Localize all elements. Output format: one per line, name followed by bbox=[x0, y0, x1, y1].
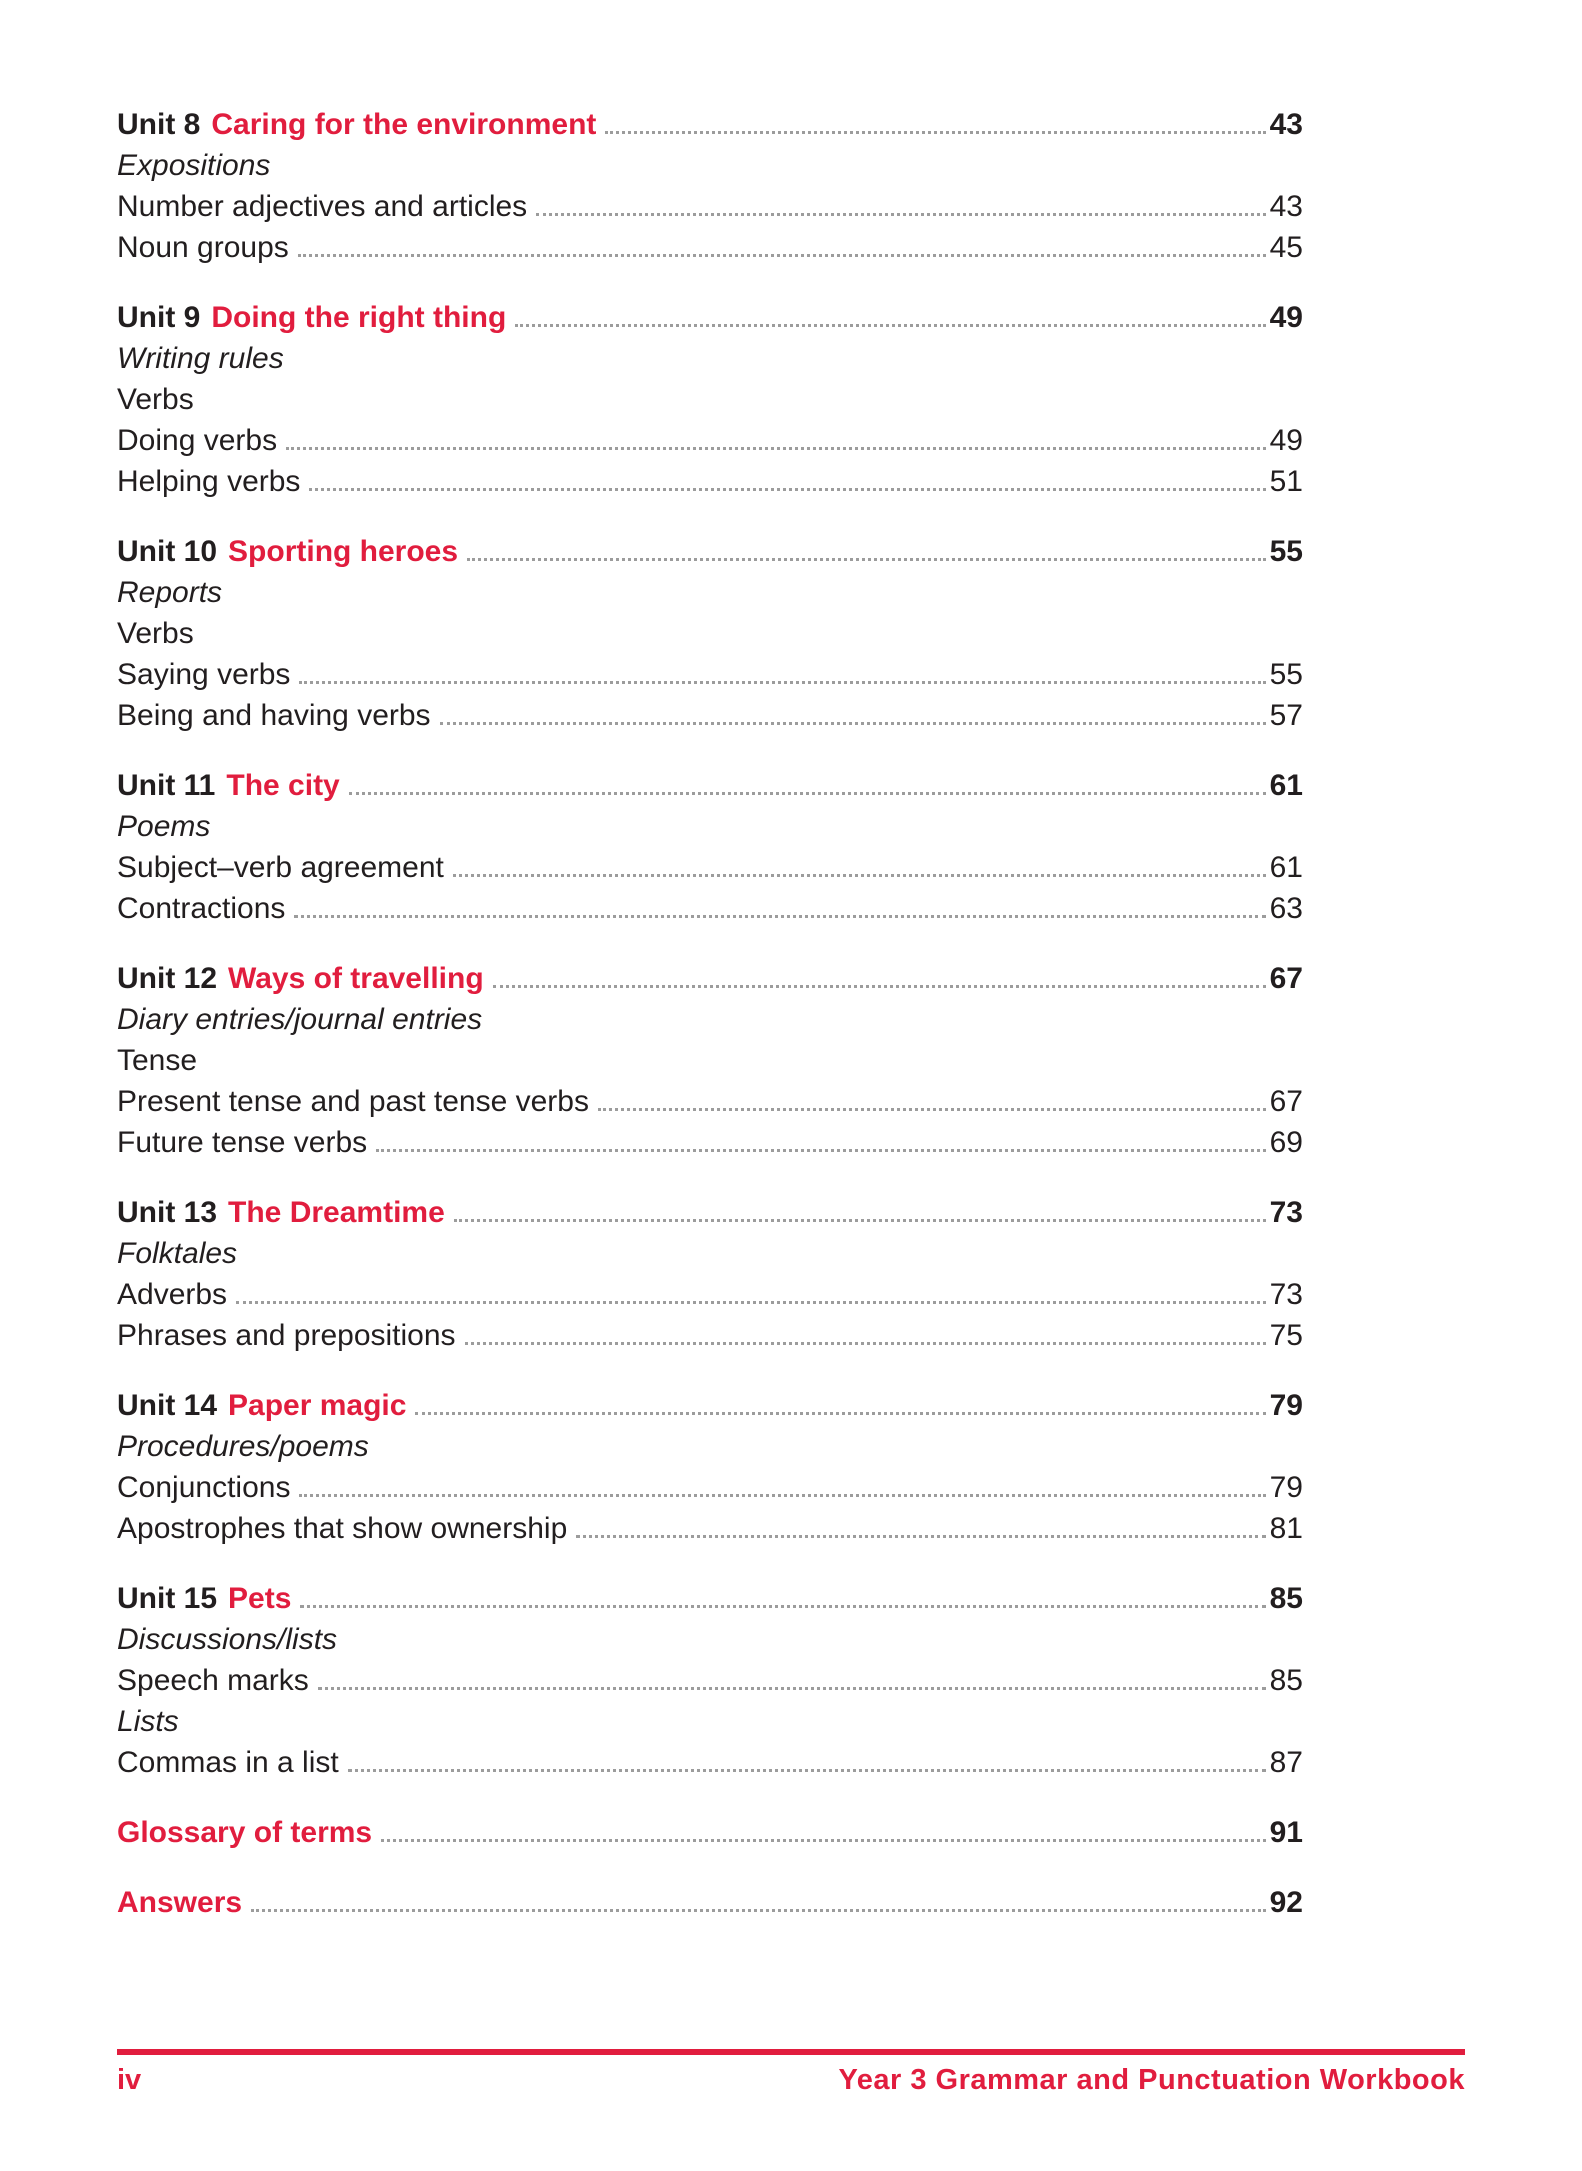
unit-label: Unit 13 bbox=[117, 1196, 218, 1229]
unit-title: Pets bbox=[228, 1582, 292, 1615]
page-number: 69 bbox=[1269, 1126, 1303, 1159]
page-number: 51 bbox=[1269, 465, 1303, 498]
toc-topic-entry bbox=[117, 1467, 1303, 1508]
topic-label: Future tense verbs bbox=[117, 1126, 368, 1159]
dotted-leader bbox=[236, 1301, 1266, 1304]
toc-unit-section bbox=[117, 531, 1303, 736]
page-number: 85 bbox=[1269, 1582, 1303, 1615]
dotted-leader bbox=[465, 1342, 1266, 1345]
toc-standalone-entry bbox=[117, 1882, 1303, 1923]
dotted-leader bbox=[299, 681, 1265, 684]
topic-label: Saying verbs bbox=[117, 658, 291, 691]
unit-label: Unit 10 bbox=[117, 535, 218, 568]
toc-topic-entry bbox=[117, 1426, 1303, 1467]
toc-topic-entry bbox=[117, 1315, 1303, 1356]
toc-unit-entry bbox=[117, 297, 1303, 338]
page-number: 67 bbox=[1269, 1085, 1303, 1118]
page-number: 45 bbox=[1269, 231, 1303, 264]
topic-label: Poems bbox=[117, 810, 211, 843]
dotted-leader bbox=[467, 558, 1266, 561]
topic-label: Present tense and past tense verbs bbox=[117, 1085, 589, 1118]
topic-label: Reports bbox=[117, 576, 223, 609]
topic-label: Expositions bbox=[117, 149, 271, 182]
topic-label: Tense bbox=[117, 1044, 198, 1077]
unit-label: Unit 15 bbox=[117, 1582, 218, 1615]
page-number: 55 bbox=[1269, 658, 1303, 691]
page-number: 79 bbox=[1269, 1471, 1303, 1504]
dotted-leader bbox=[493, 985, 1266, 988]
dotted-leader bbox=[294, 915, 1265, 918]
footer-row bbox=[117, 2064, 1465, 2097]
toc-topic-entry bbox=[117, 806, 1303, 847]
topic-label: Folktales bbox=[117, 1237, 238, 1270]
topic-label: Contractions bbox=[117, 892, 286, 925]
toc-topic-entry bbox=[117, 461, 1303, 502]
topic-label: Number adjectives and articles bbox=[117, 190, 528, 223]
dotted-leader bbox=[286, 447, 1266, 450]
toc-topic-entry bbox=[117, 695, 1303, 736]
topic-label: Phrases and prepositions bbox=[117, 1319, 456, 1352]
topic-label: Helping verbs bbox=[117, 465, 301, 498]
toc-unit-entry bbox=[117, 531, 1303, 572]
dotted-leader bbox=[348, 1769, 1266, 1772]
unit-title: Glossary of terms bbox=[117, 1816, 373, 1849]
unit-label: Unit 11 bbox=[117, 769, 216, 802]
unit-title: Caring for the environment bbox=[211, 108, 597, 141]
page-number: 87 bbox=[1269, 1746, 1303, 1779]
unit-label: Unit 12 bbox=[117, 962, 218, 995]
dotted-leader bbox=[349, 792, 1266, 795]
toc-topic-entry bbox=[117, 572, 1303, 613]
page-number: 67 bbox=[1269, 962, 1303, 995]
toc-topic-entry bbox=[117, 379, 1303, 420]
toc-standalone-section bbox=[117, 1882, 1303, 1923]
page-number: 49 bbox=[1269, 424, 1303, 457]
topic-label: Discussions/lists bbox=[117, 1623, 338, 1656]
toc-topic-entry bbox=[117, 613, 1303, 654]
topic-label: Verbs bbox=[117, 617, 194, 650]
toc-unit-entry bbox=[117, 104, 1303, 145]
page-footer bbox=[117, 2049, 1465, 2097]
page-number: 79 bbox=[1269, 1389, 1303, 1422]
toc-topic-entry bbox=[117, 1701, 1303, 1742]
toc-unit-section bbox=[117, 104, 1303, 268]
table-of-contents bbox=[117, 104, 1303, 1923]
toc-unit-entry bbox=[117, 1192, 1303, 1233]
toc-unit-section bbox=[117, 958, 1303, 1163]
toc-unit-section bbox=[117, 1578, 1303, 1783]
dotted-leader bbox=[598, 1108, 1266, 1111]
toc-topic-entry bbox=[117, 1122, 1303, 1163]
toc-unit-section bbox=[117, 1385, 1303, 1549]
toc-unit-section bbox=[117, 1192, 1303, 1356]
unit-title: The Dreamtime bbox=[228, 1196, 445, 1229]
toc-topic-entry bbox=[117, 1660, 1303, 1701]
toc-unit-entry bbox=[117, 1385, 1303, 1426]
dotted-leader bbox=[300, 1605, 1265, 1608]
topic-label: Doing verbs bbox=[117, 424, 278, 457]
topic-label: Apostrophes that show ownership bbox=[117, 1512, 568, 1545]
dotted-leader bbox=[415, 1412, 1265, 1415]
dotted-leader bbox=[298, 254, 1266, 257]
page-number: 73 bbox=[1269, 1196, 1303, 1229]
topic-label: Speech marks bbox=[117, 1664, 309, 1697]
page-number: 61 bbox=[1269, 851, 1303, 884]
page-number: 63 bbox=[1269, 892, 1303, 925]
topic-label: Noun groups bbox=[117, 231, 289, 264]
unit-title: Sporting heroes bbox=[228, 535, 459, 568]
toc-standalone-entry bbox=[117, 1812, 1303, 1853]
dotted-leader bbox=[515, 324, 1265, 327]
topic-label: Verbs bbox=[117, 383, 194, 416]
page-number: 92 bbox=[1269, 1886, 1303, 1919]
toc-topic-entry bbox=[117, 654, 1303, 695]
page-number: 73 bbox=[1269, 1278, 1303, 1311]
dotted-leader bbox=[605, 131, 1265, 134]
topic-label: Being and having verbs bbox=[117, 699, 431, 732]
toc-standalone-section bbox=[117, 1812, 1303, 1853]
footer-rule bbox=[117, 2049, 1465, 2055]
unit-label: Unit 14 bbox=[117, 1389, 218, 1422]
unit-title: Doing the right thing bbox=[211, 301, 507, 334]
unit-title: The city bbox=[226, 769, 340, 802]
toc-unit-entry bbox=[117, 765, 1303, 806]
unit-title: Answers bbox=[117, 1886, 243, 1919]
topic-label: Subject–verb agreement bbox=[117, 851, 444, 884]
toc-unit-section bbox=[117, 297, 1303, 502]
dotted-leader bbox=[381, 1839, 1266, 1842]
dotted-leader bbox=[440, 722, 1266, 725]
book-title: Year 3 Grammar and Punctuation Workbook bbox=[838, 2064, 1465, 2096]
toc-topic-entry bbox=[117, 1081, 1303, 1122]
page-number: 57 bbox=[1269, 699, 1303, 732]
page-number: 55 bbox=[1269, 535, 1303, 568]
page-number: 85 bbox=[1269, 1664, 1303, 1697]
topic-label: Commas in a list bbox=[117, 1746, 339, 1779]
folio-page-number: iv bbox=[117, 2064, 142, 2096]
dotted-leader bbox=[299, 1494, 1265, 1497]
toc-topic-entry bbox=[117, 227, 1303, 268]
page-number: 81 bbox=[1269, 1512, 1303, 1545]
toc-topic-entry bbox=[117, 1508, 1303, 1549]
unit-label: Unit 9 bbox=[117, 301, 201, 334]
toc-topic-entry bbox=[117, 1040, 1303, 1081]
page-number: 43 bbox=[1269, 190, 1303, 223]
page-number: 61 bbox=[1269, 769, 1303, 802]
topic-label: Procedures/poems bbox=[117, 1430, 369, 1463]
page-number: 43 bbox=[1269, 108, 1303, 141]
toc-topic-entry bbox=[117, 1619, 1303, 1660]
topic-label: Writing rules bbox=[117, 342, 284, 375]
dotted-leader bbox=[453, 874, 1266, 877]
unit-title: Paper magic bbox=[228, 1389, 407, 1422]
toc-unit-entry bbox=[117, 958, 1303, 999]
toc-topic-entry bbox=[117, 420, 1303, 461]
dotted-leader bbox=[376, 1149, 1266, 1152]
toc-topic-entry bbox=[117, 145, 1303, 186]
unit-title: Ways of travelling bbox=[228, 962, 484, 995]
toc-topic-entry bbox=[117, 1233, 1303, 1274]
topic-label: Lists bbox=[117, 1705, 179, 1738]
toc-topic-entry bbox=[117, 1742, 1303, 1783]
toc-topic-entry bbox=[117, 888, 1303, 929]
dotted-leader bbox=[251, 1909, 1266, 1912]
toc-topic-entry bbox=[117, 1274, 1303, 1315]
toc-topic-entry bbox=[117, 338, 1303, 379]
page-number: 49 bbox=[1269, 301, 1303, 334]
topic-label: Diary entries/journal entries bbox=[117, 1003, 483, 1036]
topic-label: Conjunctions bbox=[117, 1471, 291, 1504]
page-number: 75 bbox=[1269, 1319, 1303, 1352]
toc-topic-entry bbox=[117, 186, 1303, 227]
dotted-leader bbox=[536, 213, 1265, 216]
toc-topic-entry bbox=[117, 999, 1303, 1040]
dotted-leader bbox=[454, 1219, 1266, 1222]
toc-unit-section bbox=[117, 765, 1303, 929]
dotted-leader bbox=[309, 488, 1265, 491]
unit-label: Unit 8 bbox=[117, 108, 201, 141]
dotted-leader bbox=[318, 1687, 1266, 1690]
dotted-leader bbox=[576, 1535, 1265, 1538]
topic-label: Adverbs bbox=[117, 1278, 228, 1311]
page-number: 91 bbox=[1269, 1816, 1303, 1849]
toc-topic-entry bbox=[117, 847, 1303, 888]
toc-unit-entry bbox=[117, 1578, 1303, 1619]
